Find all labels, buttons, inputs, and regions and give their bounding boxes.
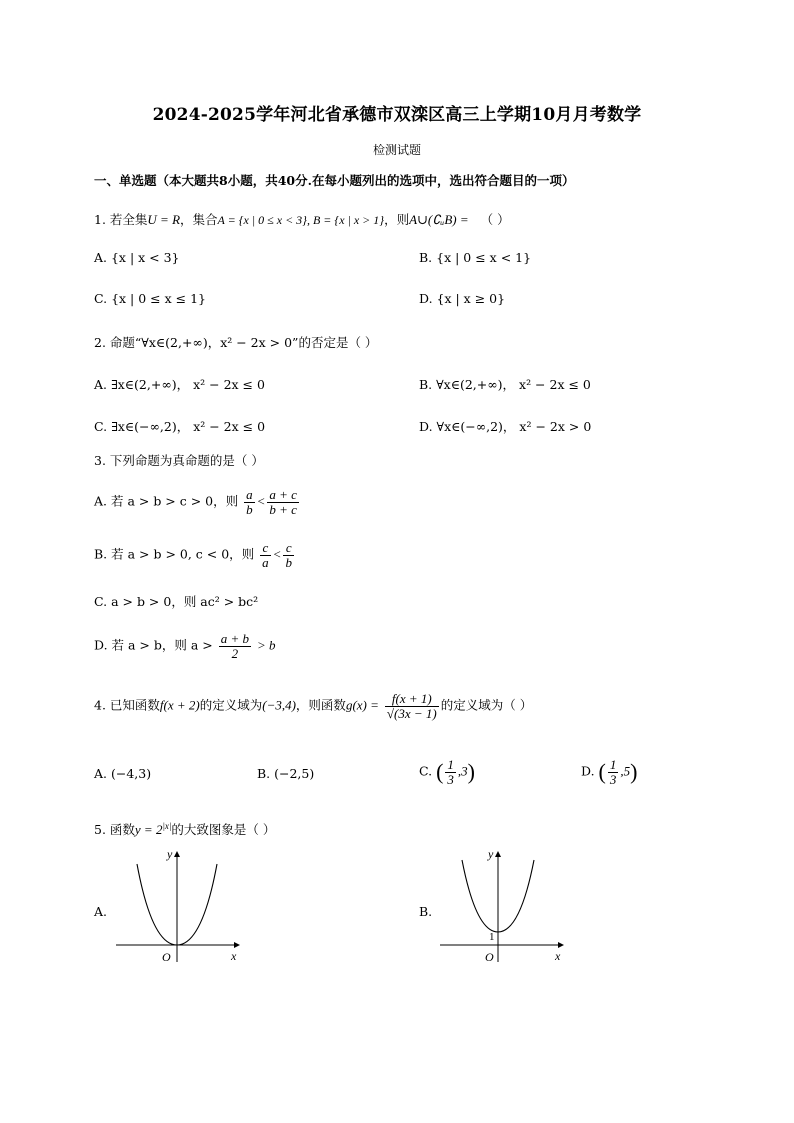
q3-option-a [94, 488, 301, 516]
x-label: x [231, 949, 237, 963]
q4d-pre: D. [581, 763, 595, 779]
q3d-post: > b [257, 637, 276, 653]
q2-option-d: D. ∀x∈(−∞,2)， x² − 2x > 0 [419, 419, 592, 434]
q3-option-b [94, 541, 296, 569]
question-3-stem: 3. 下列命题为真命题的是（ ） [94, 453, 264, 468]
q1-text-c: ，则 [384, 212, 410, 227]
q1-option-d: D. {x | x ≥ 0} [419, 291, 506, 306]
q4-f-den: √(3x − 1) [386, 705, 437, 721]
q3-option-d [94, 632, 276, 660]
q3a-frac-1 [244, 488, 255, 516]
q4-math-2: (−3,4) [262, 697, 296, 713]
q4-math-1: f(x + 2) [159, 697, 200, 713]
x-label: x [555, 949, 561, 963]
q1-option-a: A. {x | x < 3} [94, 250, 180, 265]
question-2-stem: 2. 命题“∀x∈(2,+∞)，x² − 2x > 0”的否定是（ ） [94, 335, 378, 350]
q1-text-a: 1. 若全集 [94, 212, 148, 227]
q3b-pre: B. 若 a > b > 0, c < 0，则 [94, 546, 255, 562]
q3b-frac-2 [283, 541, 294, 569]
q5-text-a: 5. 函数 [94, 822, 135, 837]
q1-math-ask: A∪(∁ᵤB) = [409, 212, 469, 227]
q5-graph-a [112, 846, 247, 966]
q3b-lt: < [272, 546, 282, 562]
q4c-f-den: 3 [447, 771, 454, 787]
q3b-f2-den: b [285, 554, 292, 570]
q3a-f2-den: b + c [269, 501, 297, 517]
q3b-frac-1 [260, 541, 271, 569]
origin-label: O [162, 950, 171, 964]
y-label: y [488, 847, 494, 861]
q5-text-b: 的大致图象是（ ） [171, 822, 276, 837]
q4d-post: ,5 [620, 763, 631, 779]
q3-option-c: C. a > b > 0，则 ac² > bc² [94, 594, 259, 609]
q1-math-u: U = R [147, 212, 181, 227]
q5-graph-b [436, 846, 571, 966]
q4-text-a: 4. 已知函数 [94, 697, 160, 713]
question-5-stem [94, 820, 275, 838]
q5-option-a-label: A. [94, 904, 108, 919]
q4-option-c: C. ( $\frac{1}{3}$ ,3) [419, 757, 475, 787]
question-4-stem [94, 692, 532, 720]
q3a-lt: < [256, 493, 266, 509]
q4-text-d: 的定义域为（ ） [440, 697, 533, 713]
q3b-f1-num: c [260, 541, 271, 556]
q5-sup: |x| [162, 820, 172, 831]
q3a-f2-num: a + c [269, 487, 297, 502]
q3b-f2-num: c [283, 541, 294, 556]
q4c-post: ,3 [457, 763, 468, 779]
q4d-frac [608, 758, 619, 786]
origin-label: O [485, 950, 494, 964]
q4d-f-num: 1 [609, 757, 617, 772]
q3d-pre: D. 若 a > b，则 a > [94, 637, 213, 653]
q4-f-num: f(x + 1) [385, 692, 439, 707]
page-subtitle: 检测试题 [372, 143, 421, 157]
q4-text-c: ，则函数 [295, 697, 346, 713]
q3a-frac-2 [267, 488, 299, 516]
q1-paren: （ ） [480, 212, 510, 227]
q4c-frac [445, 758, 456, 786]
y-label: y [167, 847, 173, 861]
q1-math-ab: A = {x | 0 ≤ x < 3}, B = {x | x > 1} [217, 213, 385, 227]
q5-option-b-label: B. [419, 904, 433, 919]
q4d-f-den: 3 [609, 771, 617, 787]
page-title: 2024-2025学年河北省承德市双滦区高三上学期10月月考数学 [152, 105, 642, 125]
q4-text-b: 的定义域为 [199, 697, 263, 713]
intercept-label: 1 [489, 931, 495, 943]
q4-option-d: D. ( $\frac{1}{3}$ ,5) [581, 757, 638, 787]
q4c-f-num: 1 [447, 757, 454, 772]
q2-option-a: A. ∃x∈(2,+∞)， x² − 2x ≤ 0 [94, 377, 265, 392]
q3a-pre: A. 若 a > b > c > 0，则 [94, 493, 239, 509]
q2-option-b: B. ∀x∈(2,+∞)， x² − 2x ≤ 0 [419, 377, 591, 392]
section-heading: 一、单选题（本大题共8小题，共40分.在每小题列出的选项中，选出符合题目的一项） [94, 173, 575, 188]
q4-option-b: B. (−2,5) [257, 766, 315, 781]
q3b-f1-den: a [262, 554, 269, 570]
q5-math: y = 2 [134, 822, 163, 837]
q3a-f1-den: b [246, 501, 253, 517]
q1-option-b: B. {x | 0 ≤ x < 1} [419, 250, 532, 265]
question-1-stem [94, 210, 510, 228]
q2-option-c: C. ∃x∈(−∞,2)， x² − 2x ≤ 0 [94, 419, 266, 434]
q4c-pre: C. [419, 763, 433, 779]
q1-text-b: ，集合 [180, 212, 218, 227]
q3d-frac [219, 632, 251, 660]
q4-math-3: g(x) = [345, 697, 379, 713]
q3a-f1-num: a [246, 487, 253, 502]
q3d-f-den: 2 [231, 645, 239, 661]
q3d-f-num: a + b [220, 631, 250, 646]
q4-option-a: A. (−4,3) [94, 766, 152, 781]
q1-option-c: C. {x | 0 ≤ x ≤ 1} [94, 291, 206, 306]
q4-frac [385, 692, 439, 720]
